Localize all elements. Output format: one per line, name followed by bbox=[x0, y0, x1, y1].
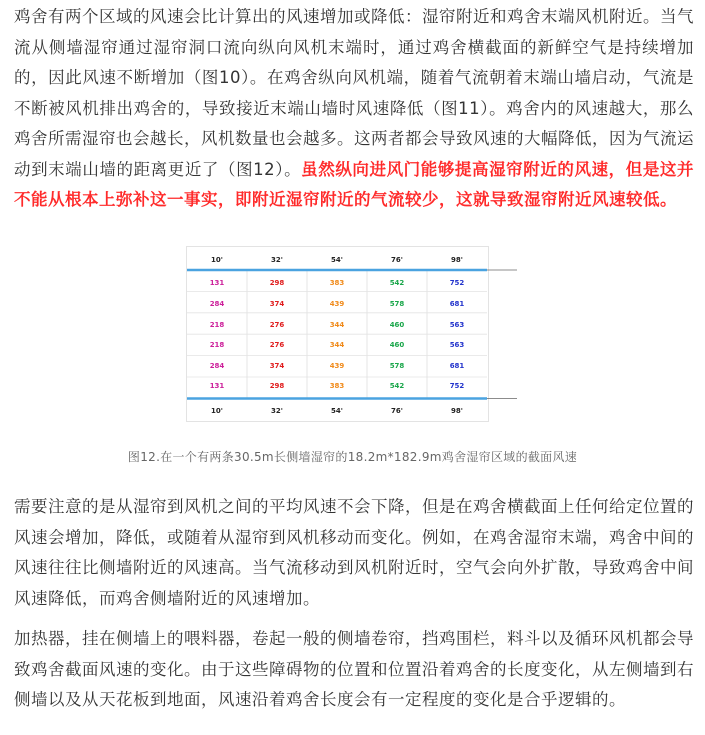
figure-caption: 图12.在一个有两条30.5m长侧墙湿帘的18.2m*182.9m鸡舍湿帘区域的截面风速 bbox=[127, 450, 578, 464]
airspeed-value: 752 bbox=[449, 382, 465, 391]
column-header-bottom-label: 32' bbox=[271, 407, 283, 415]
airspeed-value: 298 bbox=[269, 279, 285, 288]
airspeed-value: 681 bbox=[449, 361, 465, 370]
airspeed-value: 374 bbox=[269, 361, 285, 370]
airspeed-value: 276 bbox=[269, 341, 285, 350]
airspeed-value: 578 bbox=[389, 299, 405, 308]
airspeed-value: 542 bbox=[389, 279, 405, 288]
figure-header-bottom bbox=[187, 401, 487, 421]
highlighted-text: 虽然纵向进风门能够提高湿帘附近的风速，但是这并不能从根本上弥补这一事实，即附近湿帘附近的气流较少，这就导致湿帘附近风速较低。 bbox=[14, 159, 695, 209]
airspeed-cross-section-figure bbox=[186, 246, 489, 422]
figure-row bbox=[187, 356, 487, 376]
airspeed-value: 131 bbox=[209, 382, 225, 391]
airspeed-value: 276 bbox=[269, 320, 285, 329]
airspeed-value: 681 bbox=[449, 299, 465, 308]
airspeed-value: 383 bbox=[329, 279, 345, 288]
airspeed-value: 439 bbox=[329, 299, 345, 308]
column-header-top-label: 32' bbox=[271, 256, 283, 264]
airspeed-value: 344 bbox=[329, 320, 345, 329]
column-header-top-label: 98' bbox=[451, 256, 463, 264]
column-header-top-label: 10' bbox=[211, 256, 223, 264]
column-header-top-label: 54' bbox=[331, 256, 343, 264]
column-header-bottom-label: 10' bbox=[211, 407, 223, 415]
airspeed-value: 542 bbox=[389, 382, 405, 391]
airspeed-value: 460 bbox=[389, 341, 405, 350]
airspeed-value: 563 bbox=[449, 320, 465, 329]
airspeed-value: 284 bbox=[209, 299, 225, 308]
airspeed-value: 218 bbox=[209, 320, 225, 329]
airspeed-value: 563 bbox=[449, 341, 465, 350]
airspeed-value: 578 bbox=[389, 361, 405, 370]
column-header-bottom-label: 98' bbox=[451, 407, 463, 415]
airspeed-value: 752 bbox=[449, 279, 465, 288]
column-header-bottom-label: 76' bbox=[391, 407, 403, 415]
airspeed-value: 460 bbox=[389, 320, 405, 329]
paragraph-airspeed-regions bbox=[14, 2, 694, 216]
paragraph-average-airspeed: 需要注意的是从湿帘到风机之间的平均风速不会下降，但是在鸡舍横截面上任何给定位置的风速会增加，降低，或随着从湿帘到风机移动而变化。例如，在鸡舍湿帘末端，鸡舍中间的风速往往比侧墙附近的风速高。当气流移动到风机附近时，空气会向外扩散，导致鸡舍中间风速降低，而鸡舍侧墙附近的风速增加。 bbox=[14, 497, 694, 608]
airspeed-value: 218 bbox=[209, 341, 225, 350]
paragraph-text: 鸡舍有两个区域的风速会比计算出的风速增加或降低：湿帘附近和鸡舍末端风机附近。当气流从侧墙湿帘通过湿帘洞口流向纵向风机末端时，通过鸡舍横截面的新鲜空气是持续增加的，因此风速不断增加（图10）。在鸡舍纵向风机端，随着气流朝着末端山墙启动，气流是不断被风机排出鸡舍的，导致接近末端山墙时风速降低（图11）。鸡舍内的风速越大，那么鸡舍所需湿帘也会越长，风机数量也会越多。这两者都会导致风速的大幅降低，因为气流运动到末端山墙的距离更近了（图12）。 bbox=[14, 7, 694, 179]
figure-row bbox=[187, 315, 487, 335]
figure-row bbox=[187, 273, 487, 293]
airspeed-value: 374 bbox=[269, 299, 285, 308]
figure-row bbox=[187, 335, 487, 355]
figure-header-top bbox=[187, 250, 487, 270]
airspeed-value: 284 bbox=[209, 361, 225, 370]
airspeed-value: 298 bbox=[269, 382, 285, 391]
figure-row bbox=[187, 376, 487, 396]
airspeed-value: 439 bbox=[329, 361, 345, 370]
paragraph-obstructions: 加热器，挂在侧墙上的喂料器，卷起一般的侧墙卷帘，挡鸡围栏，料斗以及循环风机都会导致鸡舍截面风速的变化。由于这些障碍物的位置和位置沿着鸡舍的长度变化，从左侧墙到右侧墙以及从天花板到地面，风速沿着鸡舍长度会有一定程度的变化是合乎逻辑的。 bbox=[14, 629, 694, 709]
airspeed-value: 344 bbox=[329, 341, 345, 350]
airspeed-value: 383 bbox=[329, 382, 345, 391]
airspeed-value: 131 bbox=[209, 279, 225, 288]
column-header-top-label: 76' bbox=[391, 256, 403, 264]
column-header-bottom-label: 54' bbox=[331, 407, 343, 415]
figure-row bbox=[187, 294, 487, 314]
